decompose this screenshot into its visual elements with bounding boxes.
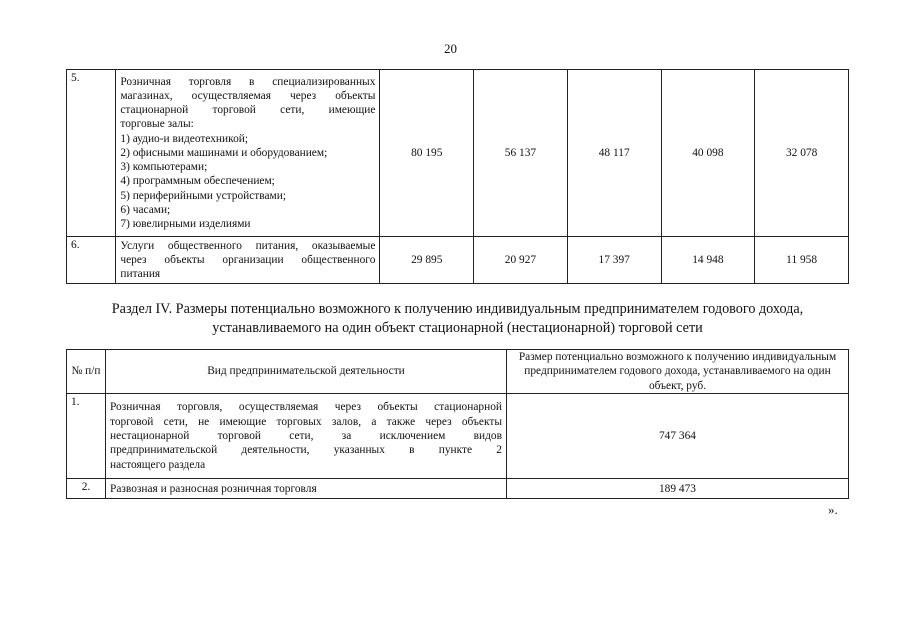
section-title-line: Раздел IV. Размеры потенциально возможного к получению индивидуальным предпринимателем годового дохода,: [111, 301, 804, 317]
activity-cell: [106, 394, 507, 479]
activity-line: предпринимательской деятельности, указанных в пункте 2: [110, 444, 502, 457]
list-item: 6) часами;: [120, 203, 171, 216]
activity-line: Розничная торговля, осуществляемая через объекты стационарной: [110, 401, 502, 414]
header-amount: Размер потенциально возможного к получению индивидуальным предпринимателем годового дохода, устанавливаемого на один объект, руб.: [507, 350, 849, 394]
activity-cell: [116, 237, 380, 284]
activity-line: нестационарной торговой сети, за исключением видов: [110, 430, 502, 443]
list-item: 5) периферийными устройствами;: [120, 189, 287, 202]
list-item: 7) ювелирными изделиями: [120, 217, 251, 230]
activity-line: торговой сети, не имеющие торговых залов, а также через объекты: [110, 415, 502, 428]
section-title: [66, 300, 849, 338]
table-header-row: [67, 350, 849, 394]
list-item: 4) программным обеспечением;: [120, 175, 275, 188]
activity-line: через объекты организации общественного: [120, 253, 376, 266]
value-cell: 11 958: [755, 237, 849, 284]
row-number: 6.: [67, 237, 116, 284]
value-cell: 40 098: [661, 70, 755, 237]
activity-line: питания: [120, 268, 161, 281]
header-activity: Вид предпринимательской деятельности: [106, 350, 507, 394]
section-title-line: устанавливаемого на один объект стационарной (нестационарной) торговой сети: [212, 320, 703, 336]
list-item: 3) компьютерами;: [120, 161, 208, 174]
row-number: 2.: [67, 479, 106, 499]
activity-line: стационарной торговой сети, имеющие: [120, 104, 376, 117]
activity-cell: [116, 70, 380, 237]
activity-cell: Развозная и разносная розничная торговля: [106, 479, 507, 499]
value-cell: 29 895: [380, 237, 474, 284]
table-row: [67, 479, 849, 499]
row-number: 5.: [67, 70, 116, 237]
value-cell: 32 078: [755, 70, 849, 237]
table-row: [67, 394, 849, 479]
value-cell: 48 117: [567, 70, 661, 237]
value-cell: 747 364: [507, 394, 849, 479]
value-cell: 80 195: [380, 70, 474, 237]
value-cell: 14 948: [661, 237, 755, 284]
value-cell: 20 927: [474, 237, 568, 284]
header-number: № п/п: [67, 350, 106, 394]
table-row: [67, 237, 849, 284]
table-row: [67, 70, 849, 237]
activity-line: Услуги общественного питания, оказываемые: [120, 239, 376, 252]
activity-line: настоящего раздела: [110, 458, 206, 471]
list-item: 2) офисными машинами и оборудованием;: [120, 146, 328, 159]
row-number: 1.: [67, 394, 106, 479]
section-iv-table: [66, 349, 849, 499]
page-number: 20: [444, 41, 457, 56]
activity-line: Розничная торговля в специализированных: [120, 75, 376, 88]
activity-line: торговые залы:: [120, 118, 194, 131]
closing-quote: ».: [828, 502, 838, 517]
income-table-continued: [66, 69, 849, 284]
value-cell: 189 473: [507, 479, 849, 499]
value-cell: 17 397: [567, 237, 661, 284]
value-cell: 56 137: [474, 70, 568, 237]
activity-line: магазинах, осуществляемая через объекты: [120, 90, 376, 103]
list-item: 1) аудио-и видеотехникой;: [120, 132, 249, 145]
